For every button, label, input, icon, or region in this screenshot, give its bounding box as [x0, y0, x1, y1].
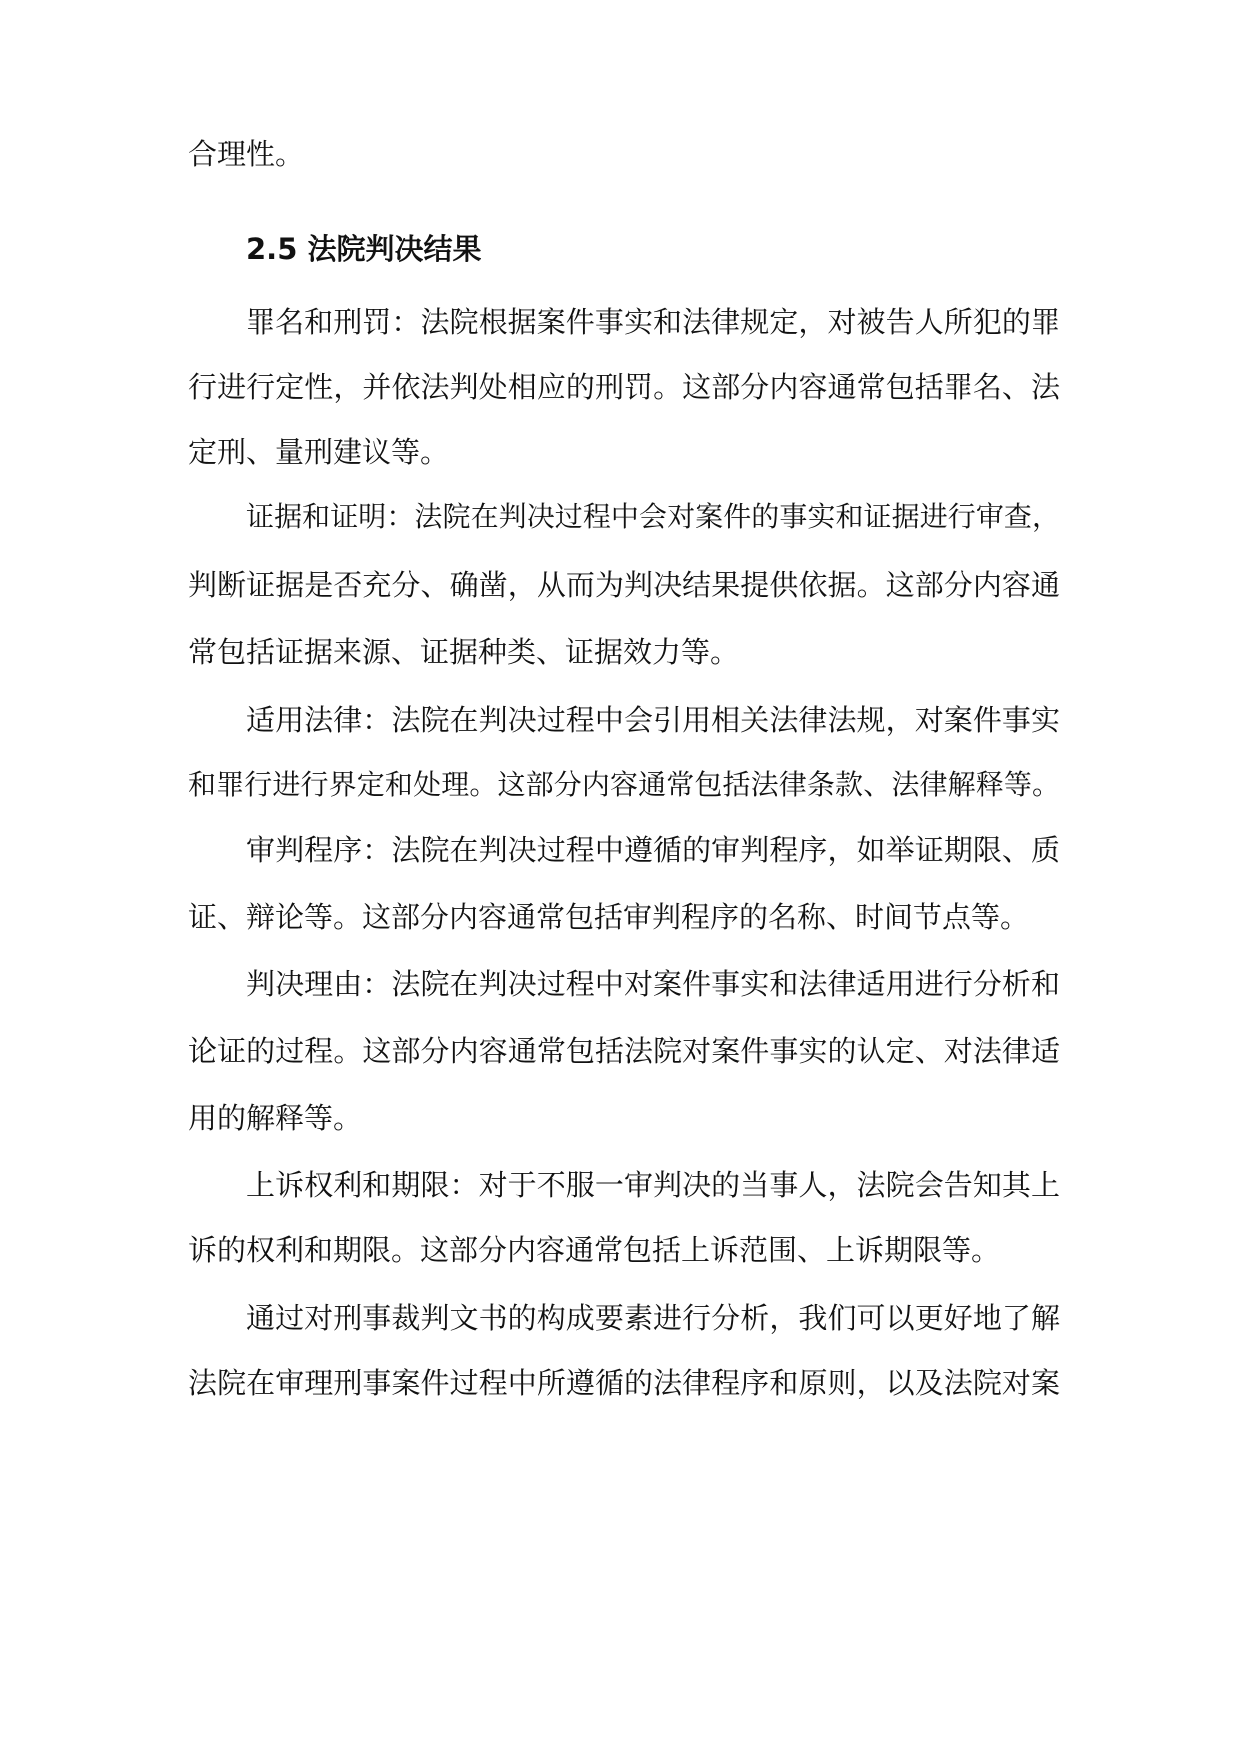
- paragraph-line: 行进行定性，并依法判处相应的刑罚。这部分内容通常包括罪名、法: [188, 370, 1060, 404]
- paragraph-line: 罪名和刑罚：法院根据案件事实和法律规定，对被告人所犯的罪: [246, 305, 1060, 339]
- paragraph-line: 通过对刑事裁判文书的构成要素进行分析，我们可以更好地了解: [246, 1301, 1060, 1335]
- paragraph-line: 证据和证明：法院在判决过程中会对案件的事实和证据进行审查，: [246, 500, 1060, 533]
- paragraph-line: 判决理由：法院在判决过程中对案件事实和法律适用进行分析和: [246, 967, 1060, 1001]
- text-line: 合理性。: [188, 137, 305, 171]
- paragraph-line: 论证的过程。这部分内容通常包括法院对案件事实的认定、对法律适: [188, 1034, 1060, 1068]
- section-heading: 2.5 法院判决结果: [246, 232, 482, 266]
- paragraph-line: 证、辩论等。这部分内容通常包括审判程序的名称、时间节点等。: [188, 900, 1030, 934]
- paragraph-line: 诉的权利和期限。这部分内容通常包括上诉范围、上诉期限等。: [188, 1233, 1001, 1267]
- paragraph-line: 审判程序：法院在判决过程中遵循的审判程序，如举证期限、质: [246, 833, 1060, 867]
- paragraph-line: 法院在审理刑事案件过程中所遵循的法律程序和原则，以及法院对案: [188, 1366, 1060, 1400]
- paragraph-line: 上诉权利和期限：对于不服一审判决的当事人，法院会告知其上: [246, 1168, 1060, 1202]
- paragraph-line: 常包括证据来源、证据种类、证据效力等。: [188, 635, 740, 669]
- paragraph-line: 定刑、量刑建议等。: [188, 435, 450, 469]
- paragraph-line: 判断证据是否充分、确凿，从而为判决结果提供依据。这部分内容通: [188, 568, 1060, 602]
- paragraph-line: 适用法律：法院在判决过程中会引用相关法律法规，对案件事实: [246, 703, 1060, 737]
- paragraph-line: 和罪行进行界定和处理。这部分内容通常包括法律条款、法律解释等。: [188, 768, 1060, 801]
- paragraph-line: 用的解释等。: [188, 1101, 363, 1135]
